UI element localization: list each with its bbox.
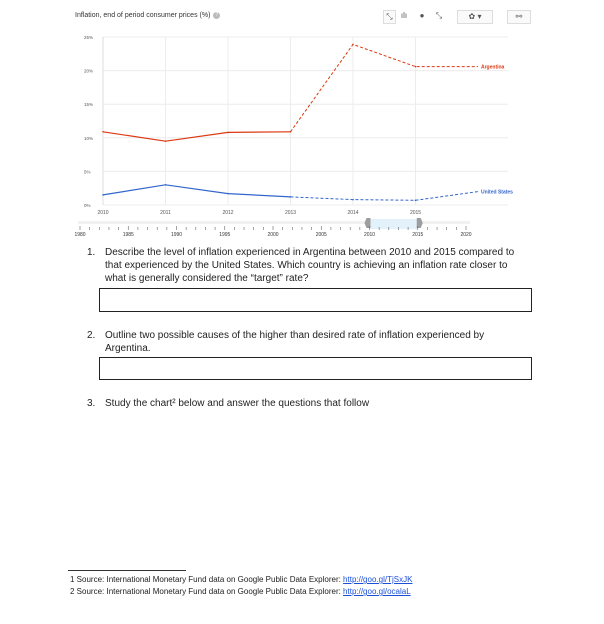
footnote-1 xyxy=(70,575,412,584)
help-icon[interactable]: ? xyxy=(213,12,220,19)
x-tick-label: 2014 xyxy=(347,210,359,216)
data-point xyxy=(227,132,229,134)
question-3 xyxy=(87,397,527,410)
question-3-number: 3. xyxy=(87,398,96,409)
answer-box-1[interactable] xyxy=(99,288,532,312)
x-tick-label: 2010 xyxy=(97,210,109,216)
series-line-actual xyxy=(103,185,291,197)
chart-title-text: Inflation, end of period consumer prices (%) xyxy=(75,12,211,19)
data-point xyxy=(102,131,104,133)
y-tick-label: 25% xyxy=(84,35,94,40)
y-tick-label: 0% xyxy=(84,203,91,208)
data-point xyxy=(165,140,167,142)
data-point xyxy=(290,131,292,133)
data-point xyxy=(415,66,417,68)
question-3-text: Study the chart² below and answer the questions that follow xyxy=(105,398,370,409)
chart-grid xyxy=(103,37,508,205)
question-2-number: 2. xyxy=(87,330,96,341)
series-line-projected xyxy=(291,44,479,131)
x-axis-ticks xyxy=(97,210,421,216)
question-1 xyxy=(87,246,527,285)
timeline-tick-label: 1985 xyxy=(122,232,134,238)
timeline-slider[interactable] xyxy=(74,218,471,238)
question-1-number: 1. xyxy=(87,247,96,258)
timeline-selection xyxy=(370,219,418,229)
link-icon[interactable]: ⚯ xyxy=(507,10,531,24)
data-point xyxy=(352,44,354,46)
x-tick-label: 2012 xyxy=(222,210,234,216)
timeline-tick-label: 1990 xyxy=(170,232,183,238)
y-tick-label: 10% xyxy=(84,135,94,141)
inflation-line-chart xyxy=(0,0,604,245)
bar-chart-icon[interactable]: ılı xyxy=(400,11,408,20)
timeline-tick-label: 1995 xyxy=(219,232,231,238)
map-icon[interactable]: ● xyxy=(419,11,425,20)
timeline-tick-label: 2015 xyxy=(412,232,424,238)
question-2-text: Outline two possible causes of the higher than desired rate of inflation experienced by Argentina. xyxy=(105,330,485,354)
x-tick-label: 2013 xyxy=(284,210,297,216)
data-point xyxy=(227,193,229,195)
y-tick-label: 20% xyxy=(84,68,94,74)
timeline-tick-label: 2000 xyxy=(267,232,279,238)
series-label: United States xyxy=(481,189,513,196)
chart-series xyxy=(102,44,513,202)
x-tick-label: 2011 xyxy=(160,210,171,216)
gear-icon: ✿ xyxy=(468,12,476,21)
footnote-2 xyxy=(70,587,411,596)
data-point xyxy=(102,194,104,196)
data-point xyxy=(165,184,167,186)
timeline-tick-label: 2005 xyxy=(315,232,327,238)
series-label: Argentina xyxy=(481,64,505,71)
question-1-text: Describe the level of inflation experienced in Argentina between 2010 and 2015 compared to that experienced by the United States. Which country is achieving an inflation rate closer to what is generally considered the “target” rate? xyxy=(105,247,515,284)
scatter-chart-icon[interactable]: ⤡ xyxy=(435,11,443,20)
series-line-projected xyxy=(291,192,479,201)
footnote-1-text: 1 Source: International Monetary Fund data on Google Public Data Explorer: xyxy=(70,575,344,584)
footnote-divider xyxy=(68,570,186,571)
line-chart-icon[interactable]: ⤡ xyxy=(383,10,396,24)
question-2 xyxy=(87,329,527,355)
y-tick-label: 5% xyxy=(84,169,91,175)
y-tick-label: 15% xyxy=(84,102,94,108)
footnote-2-link[interactable]: http://goo.gl/ocalaL xyxy=(343,587,411,596)
data-point xyxy=(415,199,417,201)
chevron-down-icon: ▾ xyxy=(477,12,482,21)
y-axis-ticks xyxy=(84,35,93,208)
timeline-tick-label: 2010 xyxy=(363,232,376,238)
data-point xyxy=(352,199,354,201)
data-point xyxy=(290,196,292,198)
footnote-2-text: 2 Source: International Monetary Fund data on Google Public Data Explorer: xyxy=(70,587,344,596)
x-tick-label: 2015 xyxy=(409,210,422,216)
footnote-1-link[interactable]: http://goo.gl/TjSxJK xyxy=(343,575,413,584)
timeline-tick-label: 2020 xyxy=(460,232,472,238)
timeline-tick-label: 1980 xyxy=(74,232,86,238)
answer-box-2[interactable] xyxy=(99,357,532,380)
series-line-actual xyxy=(103,132,291,141)
